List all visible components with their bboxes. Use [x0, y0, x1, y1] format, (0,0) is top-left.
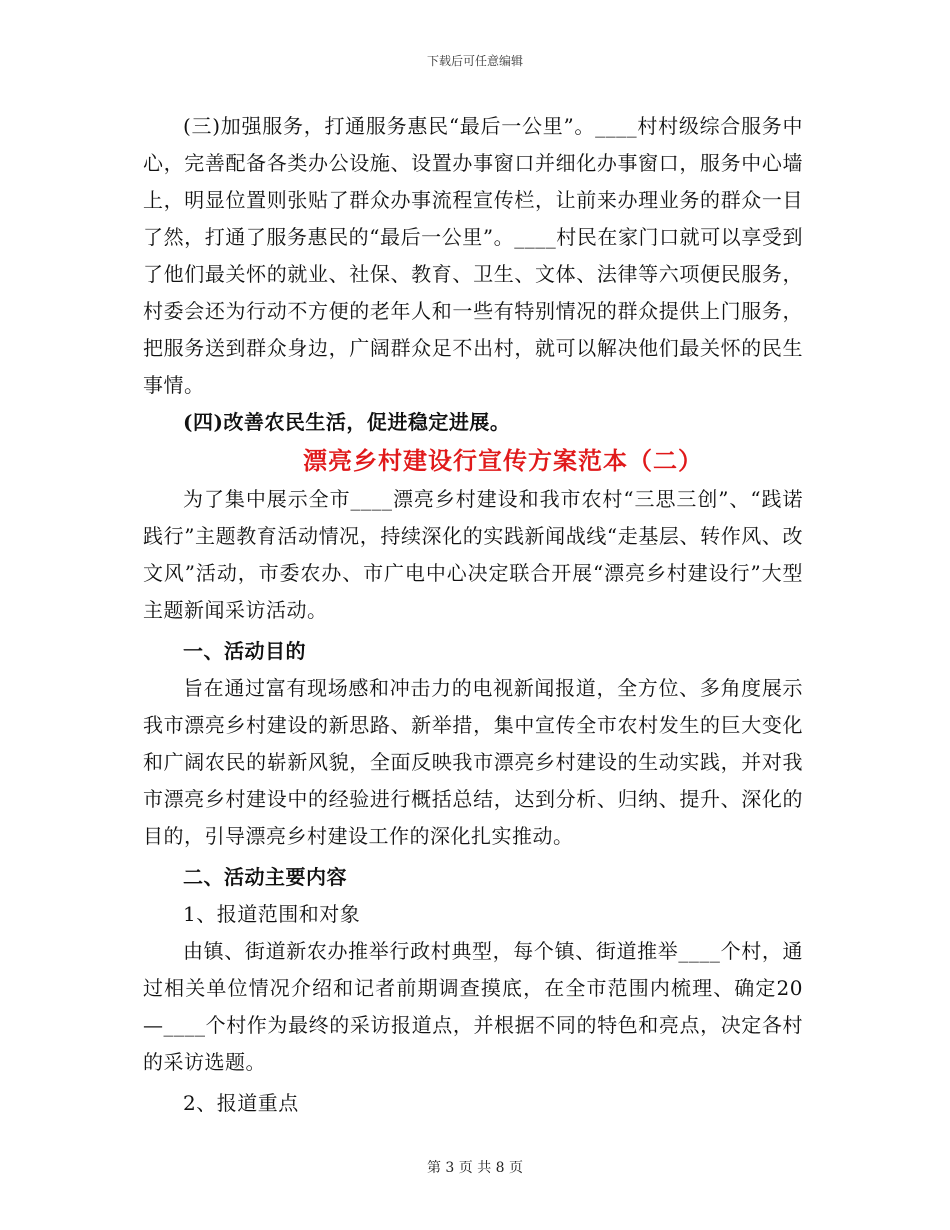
- paragraph-scope: 由镇、街道新农办推举行政村典型，每个镇、街道推举____个村，通过相关单位情况介绍和记者前期调查摸底，在全市范围内梳理、确定20—____个村作为最终的采访报道点，并根据不同的特色和亮点，决定各村的采访选题。: [143, 939, 803, 1074]
- page-header: 下载后可任意编辑: [426, 54, 523, 68]
- subheading-focus: 2、报道重点: [183, 1091, 299, 1115]
- page-number: 第 3 页 共 8 页: [426, 1160, 524, 1176]
- document-title: 漂亮乡村建设行宣传方案范本（二）: [303, 446, 703, 475]
- paragraph-intro: 为了集中展示全市____漂亮乡村建设和我市农村“三思三创”、“践诺践行”主题教育活动情况，持续深化的实践新闻战线“走基层、转作风、改文风”活动，市委农办、市广电中心决定联合开展“漂亮乡村建设行”大型主题新闻采访活动。: [143, 487, 803, 622]
- document-body: [143, 108, 803, 1122]
- heading-section-four: (四)改善农民生活，促进稳定进展。: [183, 410, 511, 434]
- heading-activity-purpose: 一、活动目的: [183, 639, 306, 663]
- paragraph-service: (三)加强服务，打通服务惠民“最后一公里”。____村村级综合服务中心，完善配备各类办公设施、设置办事窗口并细化办事窗口，服务中心墙上，明显位置则张贴了群众办事流程宣传栏，让前来办理业务的群众一目了然，打通了服务惠民的“最后一公里”。____村民在家门口就可以享受到了他们最关怀的就业、社保、教育、卫生、文体、法律等六项便民服务，村委会还为行动不方便的老年人和一些有特别情况的群众提供上门服务，把服务送到群众身边，广阔群众足不出村，就可以解决他们最关怀的民生事情。: [143, 114, 803, 397]
- subheading-scope: 1、报道范围和对象: [183, 902, 361, 926]
- heading-activity-content: 二、活动主要内容: [183, 865, 347, 889]
- paragraph-purpose: 旨在通过富有现场感和冲击力的电视新闻报道，全方位、多角度展示我市漂亮乡村建设的新思路、新举措，集中宣传全市农村发生的巨大变化和广阔农民的崭新风貌，全面反映我市漂亮乡村建设的生动实践，并对我市漂亮乡村建设中的经验进行概括总结，达到分析、归纳、提升、深化的目的，引导漂亮乡村建设工作的深化扎实推动。: [143, 676, 803, 848]
